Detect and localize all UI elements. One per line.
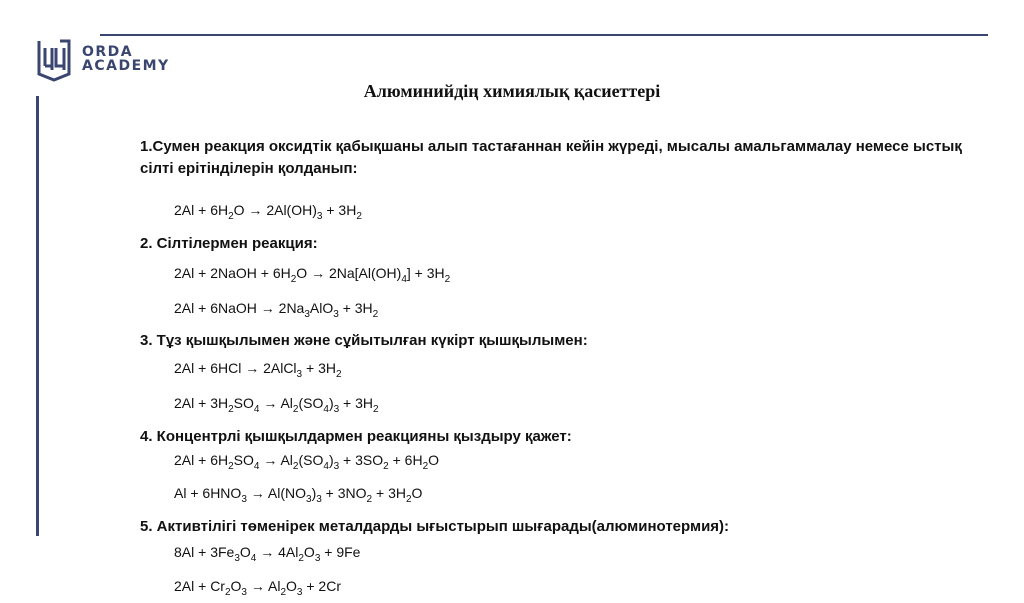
content [140,130,970,603]
equation-2-1: 2Al + 2NaOH + $6H_2O \to 2Na[Al(OH)_4] + 3H_2$ [174,264,451,285]
brand-name [82,45,170,73]
equation-2-2: 2Al + 6NaOH → $2Na_3AlO_3 + 3H_2$ [174,299,379,320]
equation-4-2: $Al + 6HNO_3 \to Al(NO_3)_3 + 3NO_2 + 3H_2O$ [174,484,423,505]
equation-3-1: 2Al + 6HCl → 2AlCl$_3$ + $3H_2$ [174,360,342,381]
page-title: Алюминийдің химиялық қасиеттері [363,81,661,101]
section-2-heading: 2. Сілтілермен реакция: [140,234,318,252]
left-accent-bar [36,96,39,536]
brand-line-2: ACADEMY [82,58,170,74]
top-divider [100,34,988,36]
section-4-heading: 4. Концентрлі қышқылдармен реакцияны қыздыру қажет: [140,427,572,445]
equation-4-1: $2Al + 6H_2SO_4 \to Al_2(SO_4)_3 + 3SO_2 + 6H_2O$ [174,451,440,472]
equation-5-2: $2Al + Cr_2O_3 \to Al_2O_3 + 2Cr$ [174,578,341,599]
section-3-heading: 3. Тұз қышқылымен және сұйытылған күкірт қышқылымен: [140,332,588,350]
equation-1-1: $2Al + 6H_2O \to 2Al(OH)_3 + 3H_2$ [174,202,362,222]
section-1-heading: 1.Сумен реакция оксидтік қабықшаны алып тастағаннан кейін жүреді, мысалы амальгаммалау немесе ыстық сілті ерітінділерін қолданып: [140,138,962,177]
brand-line-1: ORDA [82,44,134,60]
equation-3-2: $2Al + 3H_2SO_4 \to Al_2(SO_4)_3 + 3H_2$ [174,395,379,415]
equation-5-1: $8Al + 3Fe_3O_4 \to 4Al_2O_3 + 9Fe$ [174,543,361,564]
orda-academy-logo-icon [36,36,72,82]
section-5-heading: 5. Активтілігі төменірек металдарды ығыстырып шығарады(алюминотермия): [140,517,730,535]
